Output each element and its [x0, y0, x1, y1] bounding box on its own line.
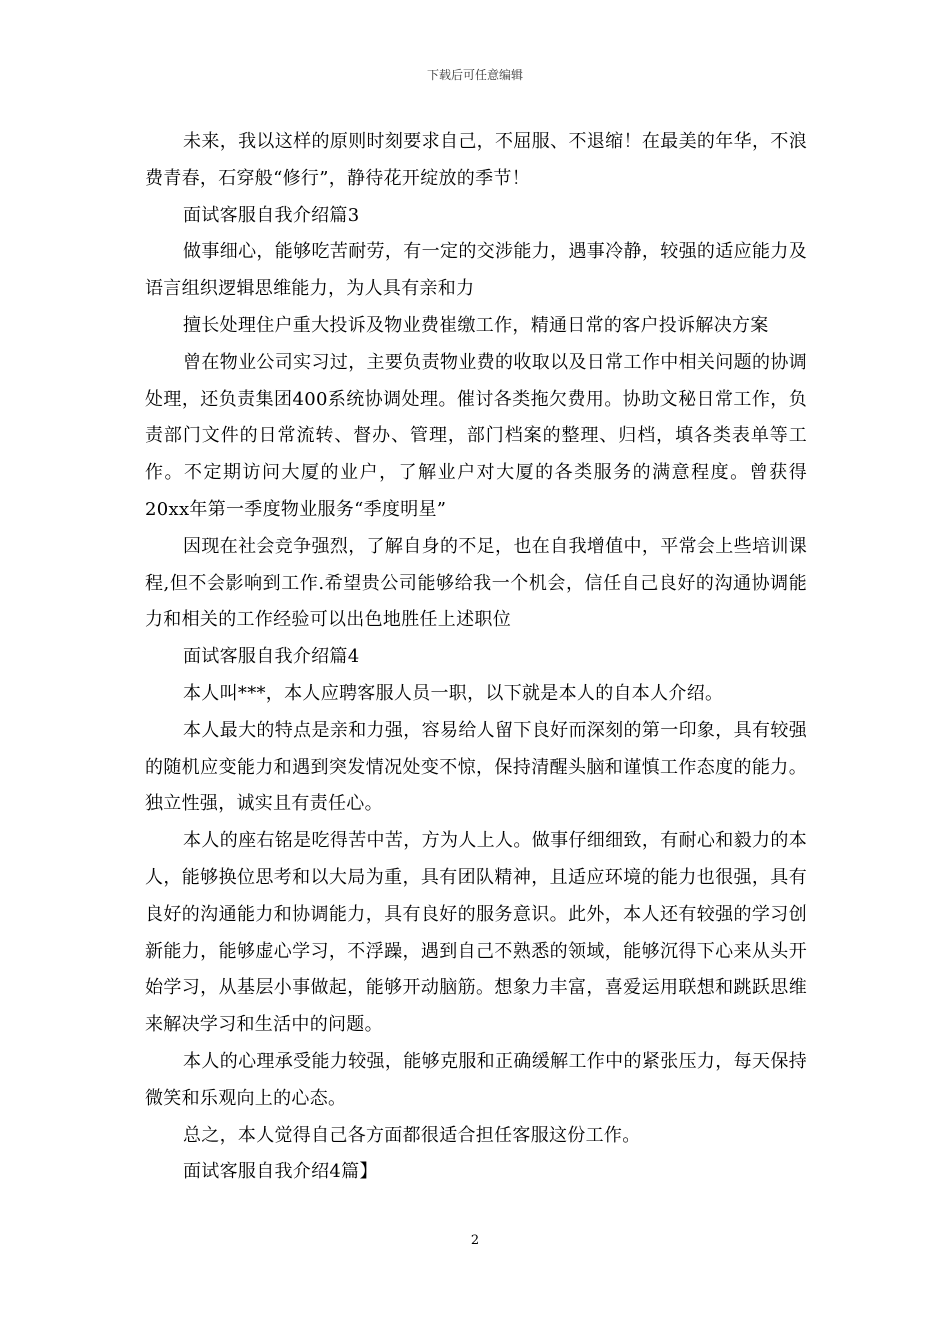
paragraph-motto: 本人的座右铭是吃得苦中苦，方为人上人。做事仔细细致，有耐心和毅力的本人，能够换位思考和以大局为重，具有团队精神，且适应环境的能力也很强，具有良好的沟通能力和协调能力，具有良好的服务意识。此外，本人还有较强的学习创新能力，能够虚心学习，不浮躁，遇到自己不熟悉的领域，能够沉得下心来从头开始学习，从基层小事做起，能够开动脑筋。想象力丰富，喜爱运用联想和跳跃思维来解决学习和生活中的问题。	[145, 830, 807, 1036]
section-heading-3: 面试客服自我介绍篇3	[183, 204, 360, 226]
paragraph-conclusion: 总之，本人觉得自己各方面都很适合担任客服这份工作。	[183, 1124, 641, 1146]
page-number: 2	[470, 1233, 480, 1248]
paragraph-internship: 曾在物业公司实习过，主要负责物业费的收取以及日常工作中相关问题的协调处理，还负责集团400系统协调处理。催讨各类拖欠费用。协助文秘日常工作，负责部门文件的日常流转、督办、管理，部门档案的整理、归档，填各类表单等工作。不定期访问大厦的业户，了解业户对大厦的各类服务的满意程度。曾获得20xx年第一季度物业服务“季度明星”	[145, 351, 807, 520]
paragraph-personality: 本人最大的特点是亲和力强，容易给人留下良好而深刻的第一印象，具有较强的随机应变能力和遇到突发情况处变不惊，保持清醒头脑和谨慎工作态度的能力。独立性强，诚实且有责任心。	[145, 719, 807, 815]
paragraph-closing-vow: 未来，我以这样的原则时刻要求自己，不屈服、不退缩！在最美的年华，不浪费青春，石穿般“修行”，静待花开绽放的季节！	[145, 131, 807, 189]
paragraph-stress-tolerance: 本人的心理承受能力较强，能够克服和正确缓解工作中的紧张压力，每天保持微笑和乐观向上的心态。	[145, 1050, 807, 1109]
paragraph-strengths: 做事细心，能够吃苦耐劳，有一定的交涉能力，遇事冷静，较强的适应能力及语言组织逻辑思维能力，为人具有亲和力	[145, 241, 807, 300]
section-heading-end: 面试客服自我介绍4篇】	[183, 1161, 378, 1183]
paragraph-introduction: 本人叫***，本人应聘客服人员一职，以下就是本人的自本人介绍。	[183, 682, 724, 704]
section-heading-4: 面试客服自我介绍篇4	[183, 646, 360, 668]
document-body	[145, 124, 807, 1191]
page-header: 下载后可任意编辑	[426, 68, 523, 82]
paragraph-self-improvement: 因现在社会竞争强烈，了解自身的不足，也在自我增值中，平常会上些培训课程,但不会影响到工作.希望贵公司能够给我一个机会，信任自己良好的沟通协调能力和相关的工作经验可以出色地胜任上述职位	[145, 535, 807, 631]
paragraph-expertise: 擅长处理住户重大投诉及物业费崔缴工作，精通日常的客户投诉解决方案	[183, 314, 769, 336]
